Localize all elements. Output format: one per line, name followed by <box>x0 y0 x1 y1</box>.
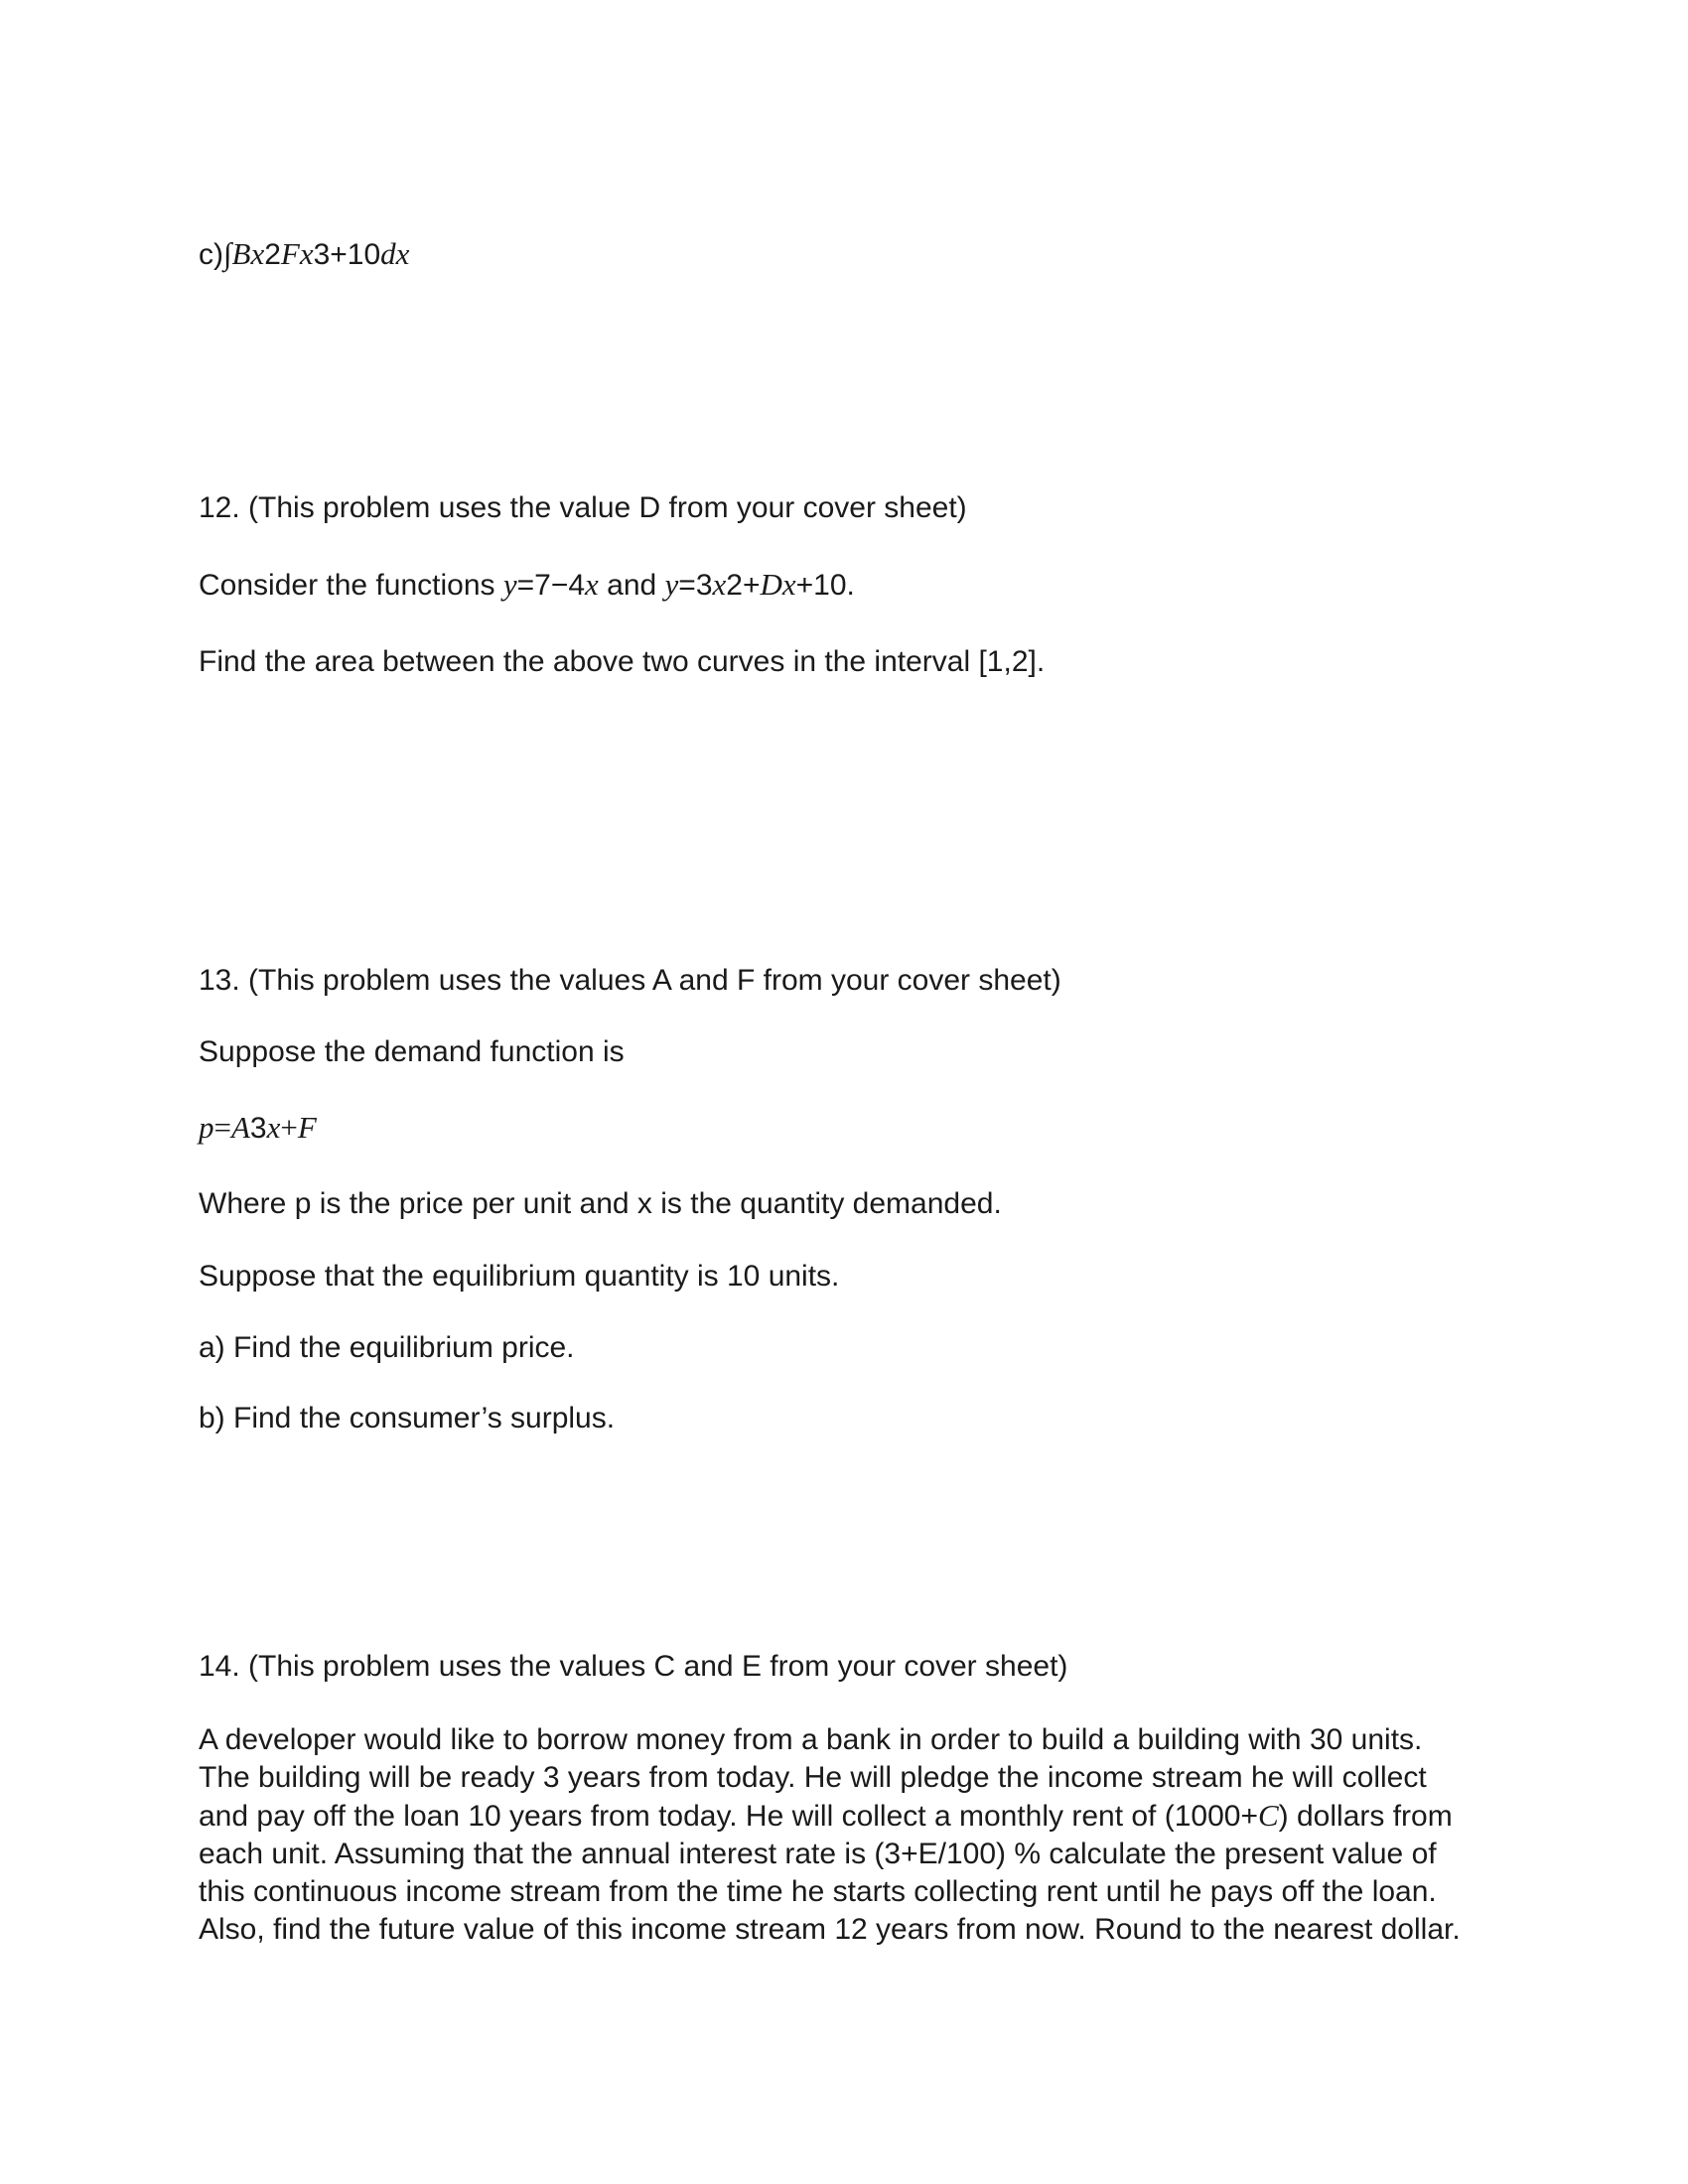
var-b: B <box>231 236 251 271</box>
equation-2 <box>665 567 855 602</box>
num-2: 2 <box>264 238 281 271</box>
eq1-x: x <box>585 567 599 602</box>
problem-13-equilibrium: Suppose that the equilibrium quantity is 10 units. <box>199 1260 840 1293</box>
problem-14-line-1: A developer would like to borrow money from a bank in order to build a building with 30 units. <box>199 1723 1423 1756</box>
line-3-var-c: C <box>1257 1798 1279 1833</box>
consider-prefix: Consider the functions <box>199 569 503 602</box>
demand-a: A <box>230 1110 250 1145</box>
line-3-text: and pay off the loan 10 years from today. He will collect a monthly rent of (1000+ <box>199 1800 1258 1833</box>
demand-p: p <box>199 1110 214 1145</box>
demand-eq: = <box>213 1110 231 1145</box>
and-text: and <box>598 569 665 602</box>
problem-14-line-4: each unit. Assuming that the annual interest rate is (3+E/100) % calculate the present value of <box>199 1838 1437 1870</box>
demand-x: x <box>266 1110 281 1145</box>
part-c-integral <box>199 236 409 273</box>
problem-14-heading: 14. (This problem uses the values C and E from your cover sheet) <box>199 1650 1068 1683</box>
problem-12-functions <box>199 567 855 604</box>
problem-14-line-5: this continuous income stream from the time he starts collecting rent until he pays off the loan. <box>199 1875 1437 1908</box>
demand-f: F <box>297 1110 317 1145</box>
eq2-x1: x <box>712 567 727 602</box>
problem-12-heading: 12. (This problem uses the value D from your cover sheet) <box>199 491 967 524</box>
part-c-label: c) <box>199 238 223 271</box>
eq2-x2: x <box>781 567 796 602</box>
var-dx: dx <box>380 236 410 271</box>
var-x2: x <box>299 236 314 271</box>
eq1-rest: =7−4 <box>516 569 586 602</box>
eq2-y: y <box>664 567 679 602</box>
eq2-a: =3 <box>678 569 713 602</box>
eq2-b: 2+ <box>726 569 761 602</box>
equation-1 <box>503 567 599 602</box>
line-3-end: ) dollars from <box>1278 1800 1453 1833</box>
problem-13-part-b: b) Find the consumer’s surplus. <box>199 1402 616 1434</box>
demand-3: 3 <box>249 1112 267 1145</box>
problem-14-line-6: Also, find the future value of this income stream 12 years from now. Round to the nearest dollar. <box>199 1913 1461 1946</box>
problem-13-heading: 13. (This problem uses the values A and F from your cover sheet) <box>199 964 1061 997</box>
problem-12-find: Find the area between the above two curves in the interval [1,2]. <box>199 645 1046 678</box>
problem-14-body <box>199 1721 1509 1949</box>
num-3-10: 3+10 <box>313 238 381 271</box>
eq2-c: +10. <box>795 569 855 602</box>
problem-13-where: Where p is the price per unit and x is the quantity demanded. <box>199 1187 1002 1220</box>
problem-14-line-2: The building will be ready 3 years from today. He will pledge the income stream he will collect <box>199 1761 1427 1794</box>
problem-13-demand-intro: Suppose the demand function is <box>199 1035 625 1068</box>
var-f: F <box>280 236 300 271</box>
var-x: x <box>250 236 265 271</box>
eq2-d: D <box>760 567 782 602</box>
demand-plus: + <box>280 1110 298 1145</box>
integral-sign: ∫ <box>223 236 232 271</box>
problem-13-part-a: a) Find the equilibrium price. <box>199 1331 575 1364</box>
eq1-y: y <box>502 567 517 602</box>
integral-expression <box>223 236 409 271</box>
problem-13-demand-equation <box>199 1110 317 1147</box>
problem-14-line-3 <box>199 1797 1509 1836</box>
